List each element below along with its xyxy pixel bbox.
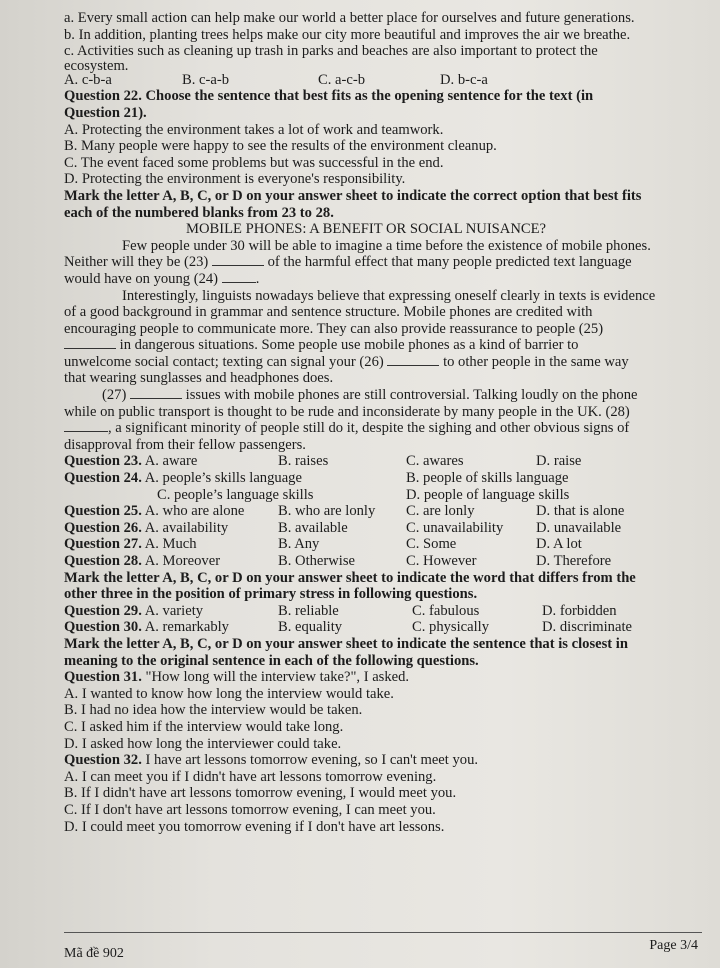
cloze-instruction-cont: each of the numbered blanks from 23 to 28. [64, 204, 334, 221]
passage-p2-line2: of a good background in grammar and sentence structure. Mobile phones are credited with [64, 304, 593, 321]
blank-23 [212, 254, 264, 266]
q26-option-c: C. unavailability [406, 519, 504, 536]
q21-sentence-c: c. Activities such as cleaning up trash in parks and beaches are also important to protect the [64, 43, 598, 60]
q31-stem-line [64, 669, 698, 686]
q21-sentence-c-cont: ecosystem. [64, 57, 129, 74]
stress-instruction-cont: other three in the position of primary stress in following questions. [64, 586, 478, 603]
q32-stem: I have art lessons tomorrow evening, so I can't meet you. [145, 752, 479, 769]
q22-option-a: A. Protecting the environment takes a lot of work and teamwork. [64, 121, 444, 138]
passage-text: unwelcome social contact; texting can signal your (26) [64, 353, 384, 370]
q21-answer-row [64, 72, 698, 89]
q32-option-a: A. I can meet you if I didn't have art lessons tomorrow evening. [64, 768, 437, 785]
q32-stem-line [64, 752, 698, 769]
q23-row [64, 453, 698, 470]
passage-p2-line1: Interestingly, linguists nowadays believe that expressing oneself clearly in texts is evidence [122, 287, 656, 304]
q31-option-d: D. I asked how long the interviewer could take. [64, 735, 342, 752]
passage-text: , a significant minority of people still do it, despite the sighing and other obvious signs of [108, 420, 630, 437]
blank-26 [387, 354, 439, 366]
q22-title: Question 22. Choose the sentence that best fits as the opening sentence for the text (in [64, 88, 594, 105]
q32-option-b: B. If I didn't have art lessons tomorrow evening, I would meet you. [64, 785, 457, 802]
passage-text: to other people in the same way [443, 353, 629, 370]
q30-option-d: D. discriminate [542, 619, 632, 636]
passage-p3-line4: disapproval from their fellow passengers. [64, 436, 306, 453]
blank-28 [64, 420, 108, 432]
q31-stem: "How long will the interview take?", I asked. [145, 669, 410, 686]
q25-option-c: C. are lonly [406, 503, 475, 520]
cloze-instruction: Mark the letter A, B, C, or D on your answer sheet to indicate the correct option that best fits [64, 187, 642, 204]
passage-p3-line3 [64, 420, 698, 437]
blank-24 [222, 271, 256, 283]
passage-text: of the harmful effect that many people predicted text language [267, 254, 632, 271]
q26-option-b: B. available [278, 519, 348, 536]
q24-option-c: C. people’s language skills [157, 486, 314, 503]
q31-label: Question 31. [64, 669, 142, 686]
q28-row [64, 553, 698, 570]
q24-option-b: B. people of skills language [406, 470, 569, 487]
blank-27 [130, 387, 182, 399]
q22-title-cont: Question 21). [64, 104, 147, 121]
passage-p2-line4 [64, 337, 698, 354]
q32-option-d: D. I could meet you tomorrow evening if I don't have art lessons. [64, 818, 445, 835]
q23-option-c: C. awares [406, 453, 464, 470]
q29-option-c: C. fabulous [412, 602, 480, 619]
q22-option-d: D. Protecting the environment is everyone's responsibility. [64, 171, 406, 188]
exam-code: Mã đề 902 [64, 946, 124, 961]
passage-p1-line3 [64, 271, 698, 288]
q32-option-c: C. If I don't have art lessons tomorrow evening, I can meet you. [64, 801, 436, 818]
q21-sentence-b: b. In addition, planting trees helps make our city more beautiful and improves the air we breathe. [64, 26, 631, 43]
q27-row [64, 536, 698, 553]
passage-p2-line3: encouraging people to communicate more. They can also provide reassurance to people (25) [64, 320, 604, 337]
passage-text: Neither will they be (23) [64, 254, 209, 271]
q28-option-d: D. Therefore [536, 553, 612, 569]
q26-option-d: D. unavailable [536, 519, 622, 536]
q29-label: Question 29. [64, 602, 142, 619]
q29-option-b: B. reliable [278, 602, 339, 619]
passage-p3-line2: while on public transport is thought to be rude and inconsiderate by many people in the UK. (28) [64, 403, 630, 420]
q24-row-2 [64, 487, 698, 504]
q27-option-d: D. A lot [536, 536, 582, 553]
q24-option-a: A. people’s skills language [144, 470, 302, 487]
q23-option-d: D. raise [536, 453, 582, 470]
q25-label: Question 25. [64, 503, 142, 520]
q30-option-b: B. equality [278, 619, 343, 636]
q27-option-b: B. Any [278, 536, 320, 553]
q32-label: Question 32. [64, 752, 142, 769]
q30-row [64, 619, 698, 636]
passage-p1-line2 [64, 254, 698, 271]
passage-p2-line5 [64, 354, 698, 371]
passage-text: . [255, 270, 260, 287]
q28-option-b: B. Otherwise [278, 553, 356, 569]
q21-option-a: A. c-b-a [64, 71, 112, 88]
q26-label: Question 26. [64, 519, 142, 536]
q24-label: Question 24. [64, 470, 142, 487]
q28-option-a: A. Moreover [144, 553, 221, 569]
passage-title: MOBILE PHONES: A BENEFIT OR SOCIAL NUISANCE? [186, 221, 546, 238]
q29-row [64, 603, 698, 620]
q31-option-a: A. I wanted to know how long the interview would take. [64, 685, 394, 702]
page-number: Page 3/4 [649, 938, 698, 953]
passage-p1-line1: Few people under 30 will be able to imagine a time before the existence of mobile phones. [122, 237, 651, 254]
q30-option-c: C. physically [412, 619, 490, 636]
q30-option-a: A. remarkably [144, 619, 229, 636]
q29-option-a: A. variety [144, 602, 204, 619]
passage-text: in dangerous situations. Some people use mobile phones as a kind of barrier to [119, 337, 579, 354]
q23-option-b: B. raises [278, 453, 329, 470]
q26-option-a: A. availability [144, 519, 229, 536]
passage-p2-line6: that wearing sunglasses and headphones does. [64, 370, 334, 387]
q27-option-c: C. Some [406, 536, 457, 553]
passage-p3-line1 [64, 387, 698, 404]
q31-option-c: C. I asked him if the interview would take long. [64, 718, 344, 735]
q26-row [64, 520, 698, 537]
q29-option-d: D. forbidden [542, 602, 617, 619]
q28-label: Question 28. [64, 553, 142, 569]
q23-label: Question 23. [64, 453, 142, 470]
q25-option-b: B. who are lonly [278, 503, 376, 520]
q28-option-c: C. However [406, 553, 477, 569]
q27-option-a: A. Much [144, 536, 197, 553]
q24-option-d: D. people of language skills [406, 486, 570, 503]
closest-instruction: Mark the letter A, B, C, or D on your answer sheet to indicate the sentence that is closest in [64, 635, 628, 652]
q25-option-d: D. that is alone [536, 503, 625, 520]
q25-row [64, 503, 698, 520]
passage-text: issues with mobile phones are still controversial. Talking loudly on the phone [185, 387, 638, 404]
q22-option-c: C. The event faced some problems but was successful in the end. [64, 154, 444, 171]
q31-option-b: B. I had no idea how the interview would be taken. [64, 702, 363, 719]
q27-label: Question 27. [64, 536, 142, 553]
stress-instruction: Mark the letter A, B, C, or D on your answer sheet to indicate the word that differs from the [64, 569, 636, 586]
q21-option-b: B. c-a-b [182, 71, 230, 88]
passage-text: (27) [102, 387, 127, 404]
q30-label: Question 30. [64, 619, 142, 636]
closest-instruction-cont: meaning to the original sentence in each of the following questions. [64, 652, 479, 669]
q21-sentence-a: a. Every small action can help make our world a better place for ourselves and future generations. [64, 10, 635, 26]
q25-option-a: A. who are alone [144, 503, 245, 520]
q23-option-a: A. aware [144, 453, 198, 470]
q21-option-c: C. a-c-b [318, 71, 366, 88]
footer-divider [64, 932, 702, 933]
q21-option-d: D. b-c-a [440, 71, 488, 88]
passage-text: would have on young (24) [64, 270, 219, 287]
q24-row [64, 470, 698, 487]
q22-option-b: B. Many people were happy to see the results of the environment cleanup. [64, 138, 497, 155]
blank-25 [64, 337, 116, 349]
